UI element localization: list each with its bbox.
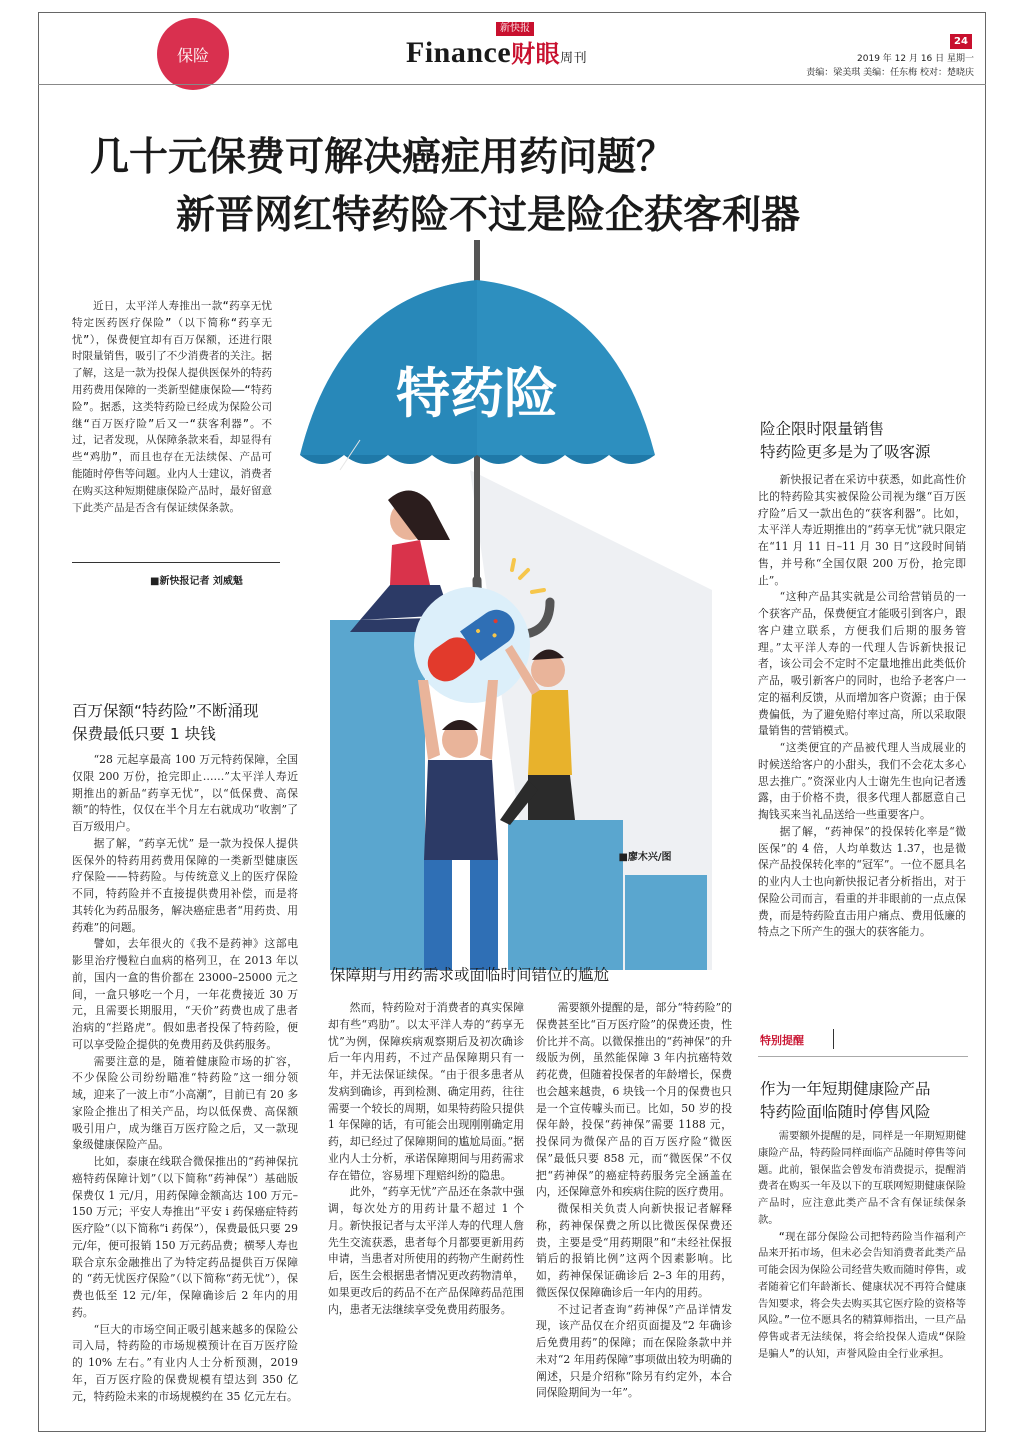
podium-block-left xyxy=(330,620,425,970)
byline: ■新快报记者 刘威魁 xyxy=(150,576,243,587)
podium-block-right xyxy=(625,875,707,970)
section4-title-line2: 特药险面临随时停售风险 xyxy=(760,1103,931,1121)
section3-title xyxy=(760,418,931,464)
brand-sub: 周刊 xyxy=(560,51,588,66)
tag-divider xyxy=(833,1029,834,1049)
body-paragraph: “这种产品其实就是公司给营销员的一个获客产品，保费便宜才能吸引到客户，跟客户建立联系，方便我们后期的服务管理。”太平洋人寿的一代理人告诉新快报记者，该公司会不定时不定量地推出此类低价产品，吸引新客户的同时，也给予老客户一定的福利反馈，从而增加客户资源；由于保费偏低，为了避免赔付率过高，所以采取限量销售的营销模式。 xyxy=(758,590,966,738)
section1-body xyxy=(72,752,298,1405)
section-badge xyxy=(157,18,229,90)
body-paragraph: 需要额外提醒的是，部分“特药险”的保费甚至比“百万医疗险”的保费还贵，性价比并不高。以微保推出的“药神保”的升级版为例，虽然能保障 3 年内抗癌特效药花费，但随着投保者的年龄增长，保费也会越来越贵，6 块钱一个月的保费也只是一个宣传噱头而已。比如，50 岁的投保年龄，投保“药神保”需要 1188 元，投保同为微保产品的百万医疗险“微医保”最低只要 858 元，而“微医保”不仅把“药神保”的癌症特药服务完全涵盖在内，还保障意外和疾病住院的医疗费用。 xyxy=(536,1001,732,1199)
illustration xyxy=(300,240,712,970)
section1-title xyxy=(72,700,259,746)
section2-title: 保障期与用药需求或面临时间错位的尴尬 xyxy=(330,966,610,984)
section3-title-line2: 特药险更多是为了吸客源 xyxy=(760,443,931,461)
body-paragraph: “这类便宜的产品被代理人当成展业的时候送给客户的小甜头，我们不会花太多心思去推广。”资深业内人士谢先生也向记者透露，由于价格不贵，很多代理人都愿意自己掏钱买来当礼品送给一些重要客户。 xyxy=(758,741,966,821)
body-paragraph: 譬如，去年很火的《我不是药神》这部电影里治疗慢粒白血病的格列卫，在 2013 年以前，国内一盒的售价都在 23000–25000 元之间，一盒只够吃一个月，一年花费接近 30 万元，且需要长期服用，“天价”药费也成了患者治病的“拦路虎”。假如患者投保了特药险，便可以享受险企提供的免费用药及供药服务。 xyxy=(72,937,298,1051)
byline-divider xyxy=(72,562,280,563)
illustration-credit: ■廖木兴/图 xyxy=(618,852,672,863)
section2-body-col1 xyxy=(328,1000,524,1318)
special-reminder-tag: 特别提醒 xyxy=(760,1034,804,1047)
body-paragraph: 然而，特药险对于消费者的真实保障却有些“鸡肋”。以太平洋人寿的“药享无忧”为例，保障疾病观察期后及初次确诊后一年内用药，不过产品保障期只有一年，并无法保证续保。“由于很多患者从发病到确诊，再到检测、确定用药，往往需要一个较长的周期，如果特药险只提供 1 年保障的话，有可能会出现刚刚确定用药，却已经过了保障期间的尴尬局面。”据业内人士分析，承诺保障期间与用药需求存在错位，容易埋下理赔纠纷的隐患。 xyxy=(328,1001,524,1182)
header-meta xyxy=(806,52,974,80)
section4-title-line1: 作为一年短期健康险产品 xyxy=(760,1080,931,1098)
body-paragraph: 需要注意的是，随着健康险市场的扩容，不少保险公司纷纷瞄准“特药险”这一细分领域，迎来了一波上市“小高潮”，目前已有 20 多家险企推出了相关产品，均以低保费、高保额吸引用户，成为继百万医疗险之后，又一款现象级健康保险产品。 xyxy=(72,1054,298,1152)
body-paragraph: 不过记者查询“药神保”产品详情发现，该产品仅在介绍页面提及“2 年确诊后免费用药”的保障；而在保险条款中并未对“2 年用药保障”事项做出较为明确的阐述，只是介绍称“除另有约定外，本合同保险期间为一年”。 xyxy=(536,1302,732,1400)
masthead xyxy=(406,22,636,72)
umbrella-title: 特药险 xyxy=(396,362,558,425)
section1-title-line1: 百万保额“特药险”不断涌现 xyxy=(72,702,259,720)
issue-date: 2019 年 12 月 16 日 星期一 xyxy=(857,54,974,64)
umbrella-illustration xyxy=(300,240,712,970)
body-paragraph: 微保相关负责人向新快报记者解释称，药神保保费之所以比微医保保费还贵，主要是受“用药期限”和“未经社保报销后的报销比例”这两个因素影响。比如，药神保保证确诊后 2–3 年的用药，微医保仅保障确诊后一年内的用药。 xyxy=(536,1202,732,1299)
body-paragraph: 此外，“药享无忧”产品还在条款中强调，每次处方的用药计量不超过 1 个月。新快报记者与太平洋人寿的代理人詹先生交流获悉，患者每个月都要更新用药申请，当患者对所使用的药物产生耐药性后，医生会根据患者情况更改药物清单，如果更改后的药品不在产品保障药品范围内，患者无法继续享受免费用药服务。 xyxy=(328,1185,524,1316)
body-paragraph: “现在部分保险公司把特药险当作福利产品来开拓市场，但未必会告知消费者此类产品可能会因为保险公司经营失败而随时停售，或者随着它们年龄渐长、健康状况不再符合健康告知要求，将会失去购买其它医疗险的资格等风险。”一位不愿具名的精算师指出，一旦产品停售或者无法续保，将会给投保人造成“保险是骗人”的认知，声誉风险由全行业承担。 xyxy=(758,1230,966,1360)
brand-cn: 财眼 xyxy=(511,40,561,68)
header-divider xyxy=(38,84,986,85)
brand-en: Finance xyxy=(406,36,512,69)
section-label: 保险 xyxy=(176,45,209,65)
section4-divider xyxy=(758,1056,968,1057)
podium-block-middle xyxy=(508,820,623,970)
brand-logo xyxy=(406,36,587,76)
body-paragraph: 比如，泰康在线联合微保推出的“药神保抗癌特药保障计划”（以下简称“药神保”）基础版保费仅 1 元/月，用药保障金额高达 100 万元–150 万元；平安人寿推出“平安 i 药保癌症特药医疗险”（以下简称“i 药保”），保费最低只要 29 元/年，便可报销 150 万元药品费；横琴人寿也联合京东金融推出了为特定药品提供百万保障的 “药无忧医疗保险”（以下简称“药无忧”），保费也低至 12 元/年，保障确诊后 2 年内的用药。 xyxy=(72,1155,298,1319)
page-number: 24 xyxy=(950,34,972,49)
body-paragraph: “28 元起享最高 100 万元特药保障，全国仅限 200 万份，抢完即止……”太平洋人寿近期推出的新品“药享无忧”，以“低保费、高保额”的特性，仅仅在半个月左右就成功“收割”了百万级用户。 xyxy=(72,753,298,833)
section2-body-col2 xyxy=(536,1000,732,1402)
body-paragraph: 据了解，“药享无忧” 是一款为投保人提供医保外的特药用药费用保障的一类新型健康医疗保险——特药险。与传统意义上的医疗保险不同，特药险并不直接提供费用补偿，而是将其转化为药品服务，解决癌症患者“用药贵、用药难”的问题。 xyxy=(72,836,298,934)
headline-line1: 几十元保费可解决癌症用药问题？ xyxy=(90,134,676,180)
section4-body xyxy=(758,1128,966,1363)
body-paragraph: 据了解，“药神保”的投保转化率是“微医保”的 4 倍，人均单数达 1.37，也是微保产品投保转化率的“冠军”。一位不愿具名的业内人士也向新快报记者分析指出，对于保险公司而言，看重的并非眼前的一点点保费，而是特药险直击用户痛点、费用低廉的特点之下所产生的强大的获客能力。 xyxy=(758,824,966,939)
headline-line2: 新晋网红特药险不过是险企获客利器 xyxy=(176,192,801,238)
section1-title-line2: 保费最低只要 1 块钱 xyxy=(72,725,216,743)
section4-title xyxy=(760,1078,931,1124)
body-paragraph: 需要额外提醒的是，同样是一年期短期健康险产品，特药险同样面临产品随时停售等问题。此前，银保监会曾发布消费提示，提醒消费者在购买一年及以下的互联网短期健康保险产品时，应注意此类产品不含有保证续保条款。 xyxy=(758,1130,966,1226)
section3-title-line1: 险企限时限量销售 xyxy=(760,420,885,438)
headline xyxy=(90,128,800,244)
brand-tag: 新快报 xyxy=(496,22,534,36)
body-paragraph: 新快报记者在采访中获悉，如此高性价比的特药险其实被保险公司视为继“百万医疗险”后又一款出色的“获客利器”。比如，太平洋人寿近期推出的“药享无忧”就只限定在“11 月 11 日–11 月 30 日”这段时间销售，并号称“全国仅限 200 万份，抢完即止”。 xyxy=(758,473,966,587)
body-paragraph: “巨大的市场空间正吸引越来越多的保险公司入局，特药险的市场规模预计在百万医疗险的 10% 左右。”有业内人士分析预测，2019 年，百万医疗险的保费规模有望达到 350 亿元，特药险未来的市场规模约在 35 亿元左右。 xyxy=(72,1322,298,1403)
section3-body xyxy=(758,472,966,941)
editor-credits: 责编：梁美琪 美编：任东梅 校对：楚晓庆 xyxy=(806,68,974,78)
intro-paragraph: 近日，太平洋人寿推出一款“药享无忧特定医药医疗保险”（以下简称“药享无忧”），保费便宜却有百万保额，还进行限时限量销售，吸引了不少消费者的关注。据了解，这是一款为投保人提供医保外的特药用药费用保障的一类新型健康保险——“特药险”。据悉，这类特药险已经成为保险公司继“百万医疗险”后又一“获客利器”。不过，记者发现，从保障条款来看，却显得有些“鸡肋”，而且也存在无法续保、产品可能随时停售等问题。业内人士建议，消费者在购买这种短期健康保险产品时，最好留意下此类产品是否含有保证续保条款。 xyxy=(72,300,272,514)
